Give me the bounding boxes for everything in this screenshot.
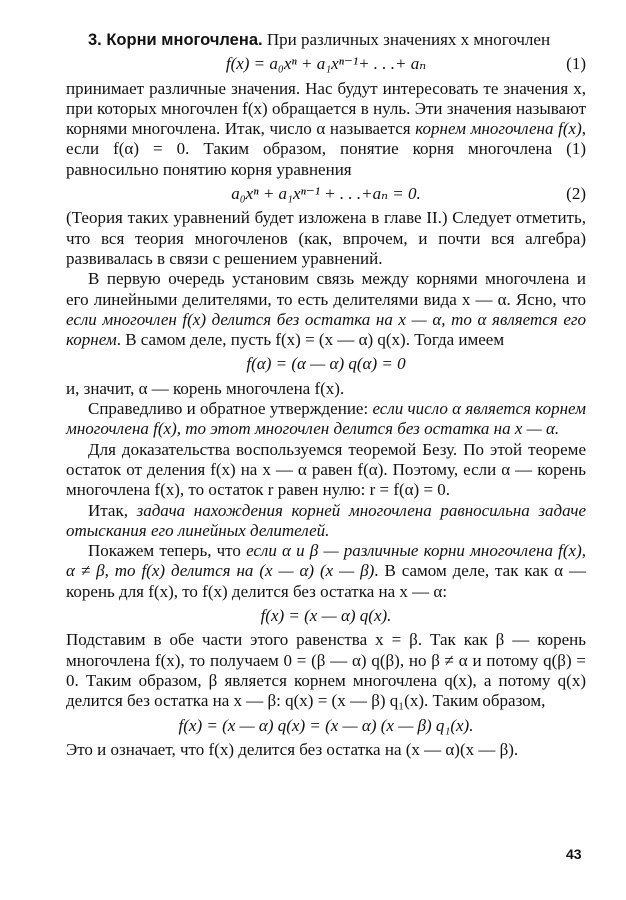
equation-3-body: f(α) = (α — α) q(α) = 0	[246, 354, 406, 374]
paragraph-8-part-c: . В самом деле, так как α — корень для f(x), то f(x) делится без остатка на x — α:	[66, 561, 586, 601]
paragraph-8	[66, 541, 586, 602]
paragraph-1-part-a: принимает различные значения. Нас будут интересовать те значения x, при которых многочлен f(x) обращается в нуль. Эти значения называют корнями многочлена. Итак, число α называется	[66, 78, 586, 139]
equation-5-body: f(x) = (x — α) q(x) = (x — α) (x — β) q₁(x).	[178, 715, 474, 735]
page-number: 43	[566, 846, 582, 862]
paragraph-4: и, значит, α — корень многочлена f(x).	[66, 378, 345, 398]
paragraph-7-part-a: Итак,	[88, 500, 137, 520]
equation-2	[66, 184, 586, 204]
paragraph-1-term: корнем многочлена f(x)	[415, 119, 582, 139]
paragraph-7-statement: задача нахождения корней многочлена равносильна задаче отыскания его линейных делителей.	[66, 500, 587, 540]
equation-5	[66, 716, 586, 736]
equation-2-body: a₀xⁿ + a₁xⁿ⁻¹ + . . .+aₙ = 0.	[231, 184, 421, 204]
section-heading: 3. Корни многочлена.	[88, 31, 263, 49]
equation-1-body: f(x) = a₀xⁿ + a₁xⁿ⁻¹+ . . .+ aₙ	[225, 54, 427, 74]
equation-4	[66, 606, 586, 626]
equation-3	[66, 354, 586, 374]
paragraph-2: (Теория таких уравнений будет изложена в главе II.) Следует отметить, что вся теория многочленов (как, впрочем, и почти вся алгебра) развивалась в связи с решением уравнений.	[66, 208, 586, 268]
paragraph-3	[66, 269, 586, 350]
paragraph-3-part-c: . В самом деле, пусть f(x) = (x — α) q(x). Тогда имеем	[116, 330, 505, 350]
paragraph-3-statement: если многочлен f(x) делится без остатка на x — α, то α является его корнем	[66, 309, 586, 350]
intro-text: При различных значениях x многочлен	[266, 30, 551, 49]
paragraph-1	[66, 79, 586, 180]
equation-2-number: (2)	[566, 184, 586, 204]
paragraph-10: Это и означает, что f(x) делится без остатка на (x — α)(x — β).	[66, 739, 519, 759]
paragraph-7	[66, 501, 586, 542]
equation-4-body: f(x) = (x — α) q(x).	[260, 606, 392, 626]
paragraph-8-part-a: Покажем теперь, что	[88, 541, 247, 561]
paragraph-intro	[66, 30, 586, 50]
paragraph-5-statement: если число α является корнем многочлена f(x), то этот многочлен делится без остатка на x — α.	[66, 399, 586, 439]
equation-1	[66, 54, 586, 74]
paragraph-1-part-c: , если f(α) = 0. Таким образом, понятие корня многочлена (1) равносильно понятию корня уравнения	[66, 119, 586, 179]
paragraph-5	[66, 399, 586, 440]
paragraph-3-part-a: В первую очередь установим связь между корнями многочлена и его линейными делителями, то есть делителями вида x — α. Ясно, что	[66, 269, 586, 309]
page-body	[66, 30, 586, 760]
paragraph-6: Для доказательства воспользуемся теоремой Безу. По этой теореме остаток от деления f(x) на x — α равен f(α). Поэтому, если α — корень многочлена f(x), то остаток r равен нулю: r = f(α) = 0.	[66, 439, 586, 500]
paragraph-8-statement: если α и β — различные корни многочлена f(x), α ≠ β, то f(x) делится на (x — α) (x — β)	[66, 541, 586, 581]
paragraph-9: Подставим в обе части этого равенства x = β. Так как β — корень многочлена f(x), то получаем 0 = (β — α) q(β), но β ≠ α и потому q(β) = 0. Таким образом, β является корнем многочлена q(x), а потому q(x) делится без остатка на x — β: q(x) = (x — β) q₁(x). Таким образом,	[66, 630, 586, 711]
equation-1-number: (1)	[566, 54, 586, 74]
paragraph-5-part-a: Справедливо и обратное утверждение:	[88, 399, 373, 419]
